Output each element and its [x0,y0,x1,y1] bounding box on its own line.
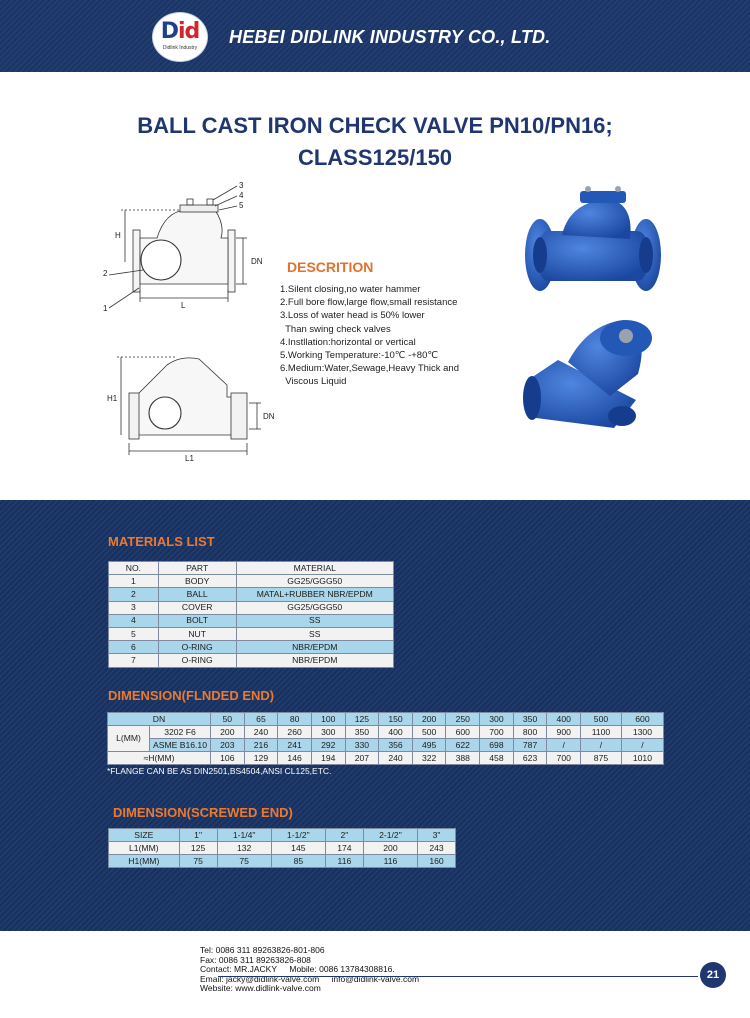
table-header-cell: SIZE [109,829,180,842]
table-cell: 125 [179,842,217,855]
contact-tel: Tel: 0086 311 89263826-801-806 [200,945,325,955]
callout-3: 3 [239,181,244,190]
table-header-cell: 300 [480,713,514,726]
table-cell: 260 [278,726,312,739]
contact-website[interactable]: Website: www.didlink-valve.com [200,983,321,994]
table-row [109,641,394,654]
description-item: 2.Full bore flow,large flow,small resistance [280,297,458,309]
table-header-cell: 65 [244,713,278,726]
row-label-cell: 3202 F6 [150,726,211,739]
table-cell: 875 [581,752,622,765]
table-header-cell: 1-1/2" [271,829,325,842]
table-cell: 75 [179,855,217,868]
materials-table [108,561,394,668]
table-cell: O-RING [158,654,236,667]
table-cell: 200 [211,726,245,739]
table-cell: 3 [109,601,159,614]
table-cell: 129 [244,752,278,765]
table-header-cell: PART [158,562,236,575]
table-header-cell: NO. [109,562,159,575]
table-cell: 300 [311,726,345,739]
table-cell: 800 [513,726,547,739]
table-cell: SS [236,627,393,640]
table-cell: 106 [211,752,245,765]
table-cell: 240 [244,726,278,739]
description-list [280,283,502,389]
table-header-cell: 100 [311,713,345,726]
row-label-cell: ≈H(MM) [108,752,211,765]
table-row [109,588,394,601]
contact-person: Contact: MR.JACKY [200,964,277,975]
description-item: 1.Silent closing,no water hammer [280,284,421,295]
table-cell: 458 [480,752,514,765]
header-band [0,0,750,72]
company-logo [152,12,208,62]
table-cell: 356 [379,739,413,752]
description-item: 5.Working Temperature:-10℃ -+80℃ [280,350,439,362]
title-line-1: BALL CAST IRON CHECK VALVE PN10/PN16; [137,113,613,138]
table-cell: 203 [211,739,245,752]
table-header-cell: 2" [325,829,363,842]
table-cell: / [547,739,581,752]
table-cell: 495 [412,739,446,752]
flanged-valve-drawing [95,180,275,320]
title-line-2: CLASS125/150 [297,145,453,170]
table-row [109,614,394,627]
table-cell: 116 [325,855,363,868]
table-header-cell: 3" [418,829,456,842]
flanged-heading: DIMENSION(FLNDED END) [108,688,275,703]
row-label-cell: L1(MM) [109,842,180,855]
logo-mark [153,20,207,44]
description-item: Viscous Liquid [280,376,347,388]
table-header-cell: 350 [513,713,547,726]
table-cell: 400 [379,726,413,739]
dim-h-label: H [115,231,121,240]
table-header-cell: 250 [446,713,480,726]
table-cell: 6 [109,641,159,654]
table-row [109,842,456,855]
table-cell: BOLT [158,614,236,627]
table-cell: 292 [311,739,345,752]
table-row [108,726,664,739]
table-cell: MATAL+RUBBER NBR/EPDM [236,588,393,601]
table-cell: 500 [412,726,446,739]
table-cell: 7 [109,654,159,667]
callout-2: 2 [103,269,108,278]
table-cell: GG25/GGG50 [236,575,393,588]
table-header-cell: 200 [412,713,446,726]
table-cell: 2 [109,588,159,601]
row-label-cell: L(MM) [108,726,150,752]
flanged-table [107,712,664,765]
table-row [109,627,394,640]
company-name: HEBEI DIDLINK INDUSTRY CO., LTD. [229,27,551,47]
table-row [109,654,394,667]
description-item: 6.Medium:Water,Sewage,Heavy Thick and [280,363,460,375]
flange-note: *FLANGE CAN BE AS DIN2501,BS4504,ANSI CL125,ETC. [107,766,332,776]
description-item: 4.Instllation:horizontal or vertical [280,336,416,348]
table-header-row [109,562,394,575]
table-cell: NBR/EPDM [236,654,393,667]
table-header-cell: 50 [211,713,245,726]
table-cell: 174 [325,842,363,855]
table-cell: 132 [217,842,271,855]
table-cell: 200 [363,842,417,855]
table-row [109,601,394,614]
logo-subtitle: Didlink Industry [162,45,198,51]
table-cell: 1100 [581,726,622,739]
table-cell: 623 [513,752,547,765]
callout-5: 5 [239,201,244,210]
table-cell: 216 [244,739,278,752]
dim-dn-label: DN [251,257,263,266]
table-header-cell: 600 [621,713,663,726]
logo-mark-b: id [177,19,200,44]
table-cell: 160 [418,855,456,868]
table-header-cell: MATERIAL [236,562,393,575]
table-cell: 4 [109,614,159,627]
table-cell: 146 [278,752,312,765]
table-cell: 207 [345,752,379,765]
screwed-heading: DIMENSION(SCREWED END) [113,805,293,820]
table-cell: SS [236,614,393,627]
table-cell: 388 [446,752,480,765]
table-cell: 698 [480,739,514,752]
table-cell: 116 [363,855,417,868]
table-cell: 330 [345,739,379,752]
callout-1: 1 [103,304,108,313]
screwed-table [108,828,456,868]
table-row [109,855,456,868]
screwed-valve-photo [518,310,668,432]
table-cell: 145 [271,842,325,855]
callout-4: 4 [239,191,244,200]
table-cell: 700 [480,726,514,739]
table-cell: 240 [379,752,413,765]
table-header-cell: DN [108,713,211,726]
table-header-cell: 1-1/4" [217,829,271,842]
table-cell: NUT [158,627,236,640]
logo-mark-a: D [160,19,178,44]
table-cell: 322 [412,752,446,765]
footer-rule [218,976,698,977]
contact-email[interactable]: Email: jacky@didlink-valve.com [200,973,320,984]
table-header-cell: 125 [345,713,379,726]
contact-fax: Fax: 0086 311 89263826-808 [200,954,311,965]
table-cell: GG25/GGG50 [236,601,393,614]
table-cell: 622 [446,739,480,752]
table-cell: 75 [217,855,271,868]
table-cell: 350 [345,726,379,739]
contact-mobile: Mobile: 0086 13784308816. [289,964,395,975]
table-cell: O-RING [158,641,236,654]
table-cell: 1010 [621,752,663,765]
table-cell: 787 [513,739,547,752]
table-cell: 900 [547,726,581,739]
flanged-valve-photo [518,183,668,301]
row-label-cell: H1(MM) [109,855,180,868]
table-header-cell: 400 [547,713,581,726]
table-cell: 85 [271,855,325,868]
table-header-row [109,829,456,842]
table-row [108,752,664,765]
table-cell: 241 [278,739,312,752]
table-row [108,739,664,752]
row-label-cell: ASME B16.10 [150,739,211,752]
table-cell: NBR/EPDM [236,641,393,654]
dim-l-label: L [181,301,186,310]
table-cell: 600 [446,726,480,739]
table-header-cell: 80 [278,713,312,726]
table-cell: 194 [311,752,345,765]
table-header-cell: 1" [179,829,217,842]
table-header-row [108,713,664,726]
description-heading: DESCRITION [287,259,374,275]
table-header-cell: 150 [379,713,413,726]
table-cell: 5 [109,627,159,640]
dim-l1-label: L1 [185,454,194,463]
table-cell: / [581,739,622,752]
table-cell: COVER [158,601,236,614]
description-item: 3.Loss of water head is 50% lower [280,310,425,322]
dim-h1-label: H1 [107,394,118,403]
table-cell: BODY [158,575,236,588]
table-header-cell: 2-1/2" [363,829,417,842]
table-header-cell: 500 [581,713,622,726]
table-cell: 700 [547,752,581,765]
table-cell: 243 [418,842,456,855]
contact-email-2[interactable]: info@didlink-valve.com [331,973,420,984]
table-row [109,575,394,588]
table-cell: BALL [158,588,236,601]
table-cell: 1 [109,575,159,588]
description-item: Than swing check valves [280,323,391,335]
screwed-valve-drawing [107,345,287,465]
contact-block [200,946,419,994]
dim-dn2-label: DN [263,412,275,421]
page-number: 21 [700,962,726,988]
table-cell: / [621,739,663,752]
materials-heading: MATERIALS LIST [108,534,215,549]
table-cell: 1300 [621,726,663,739]
page-title [0,110,750,174]
